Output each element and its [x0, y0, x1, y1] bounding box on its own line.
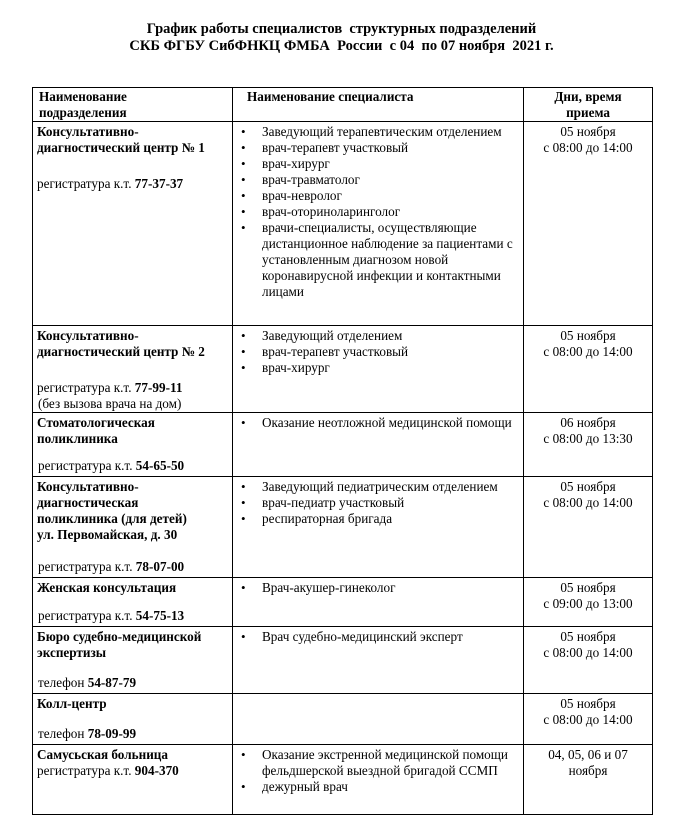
schedule-time: с 08:00 до 13:30: [543, 431, 633, 446]
department-phone: [38, 726, 136, 742]
department-phone: [37, 176, 232, 192]
specialists-cell: [233, 745, 524, 815]
schedule-cell: [524, 326, 653, 413]
table-row: [33, 745, 653, 815]
phone-label: телефон: [38, 726, 88, 741]
header-specialist-label: Наименование специалиста: [247, 89, 414, 104]
department-name-line: Консультативно-: [37, 479, 139, 494]
document-title-line-1: График работы специалистов структурных подразделений: [146, 21, 537, 37]
schedule-cell: [524, 122, 653, 326]
department-name-line: Колл-центр: [37, 696, 107, 711]
table-row: [33, 694, 653, 745]
schedule-cell: [524, 578, 653, 627]
schedule-cell: [524, 477, 653, 578]
table-row: [33, 578, 653, 627]
department-cell: [33, 745, 233, 815]
header-department-line-1: Наименование: [39, 89, 127, 104]
specialists-list: [233, 694, 523, 696]
schedule-cell: [524, 694, 653, 745]
specialists-list: [233, 122, 523, 300]
specialist-item: • врач-хирург: [233, 360, 523, 376]
table-row: [33, 413, 653, 477]
department-name-line: Консультативно-: [37, 328, 139, 343]
phone-number: 904-370: [134, 763, 179, 778]
specialists-cell: [233, 627, 524, 694]
phone-number: 78-09-99: [87, 726, 137, 741]
specialist-item: • врач-травматолог: [233, 172, 523, 188]
phone-number: 77-37-37: [134, 176, 184, 191]
department-name-line: диагностический центр № 2: [37, 344, 205, 359]
header-specialist: [233, 88, 524, 122]
header-schedule-line-1: Дни, время: [554, 89, 622, 104]
phone-number: 54-87-79: [87, 675, 137, 690]
schedule-date: 04, 05, 06 и 07: [548, 747, 628, 762]
department-name-line: ул. Первомайская, д. 30: [37, 527, 178, 542]
schedule-time: ноября: [568, 763, 608, 778]
table-row: [33, 627, 653, 694]
specialists-list: [233, 627, 523, 645]
department-phone: [38, 675, 136, 691]
document-title-line-2: СКБ ФГБУ СибФНКЦ ФМБА России с 04 по 07 ноября 2021 г.: [129, 38, 554, 54]
department-name-line: диагностический центр № 1: [37, 140, 205, 155]
department-name-line: Стоматологическая: [37, 415, 155, 430]
phone-label: регистратура к.т.: [37, 176, 135, 191]
table-row: [33, 477, 653, 578]
department-cell: [33, 122, 233, 326]
schedule-date: 06 ноября: [560, 415, 616, 430]
specialists-list: [233, 326, 523, 376]
phone-label: регистратура к.т.: [38, 559, 136, 574]
specialist-item: • Врач-акушер-гинеколог: [233, 580, 523, 596]
phone-label: регистратура к.т.: [38, 608, 136, 623]
specialist-item: • врачи-специалисты, осуществляющие дистанционное наблюдение за пациентами с установленным диагнозом новой коронавирусной инфекции и контактными лицами: [233, 220, 523, 300]
department-name-line: Женская консультация: [37, 580, 177, 595]
schedule-time: с 08:00 до 14:00: [543, 645, 633, 660]
schedule-cell: [524, 745, 653, 815]
header-department-line-2: подразделения: [39, 105, 127, 120]
specialist-item: • Оказание неотложной медицинской помощи: [233, 415, 523, 431]
schedule-time: с 08:00 до 14:00: [543, 712, 633, 727]
department-cell: [33, 413, 233, 477]
phone-number: 77-99-11: [134, 380, 183, 395]
specialists-list: [233, 578, 523, 596]
specialist-item: • дежурный врач: [233, 779, 523, 795]
specialist-item: • врач-терапевт участковый: [233, 344, 523, 360]
specialist-item: • респираторная бригада: [233, 511, 523, 527]
specialists-cell: [233, 326, 524, 413]
department-cell: [33, 694, 233, 745]
table-header-row: [33, 88, 653, 122]
specialist-item: • врач-педиатр участковый: [233, 495, 523, 511]
schedule-time: с 08:00 до 14:00: [543, 344, 633, 359]
specialists-cell: [233, 578, 524, 627]
specialists-list: [233, 413, 523, 431]
schedule-time: с 09:00 до 13:00: [543, 596, 633, 611]
department-phone: [38, 608, 184, 624]
department-cell: [33, 477, 233, 578]
specialist-item: • врач-невролог: [233, 188, 523, 204]
phone-label: телефон: [38, 675, 88, 690]
schedule-date: 05 ноября: [560, 629, 616, 644]
schedule-date: 05 ноября: [560, 328, 616, 343]
specialists-cell: [233, 694, 524, 745]
specialist-item: • Врач судебно-медицинский эксперт: [233, 629, 523, 645]
specialists-cell: [233, 413, 524, 477]
specialists-cell: [233, 122, 524, 326]
schedule-table: [32, 87, 653, 815]
schedule-cell: [524, 413, 653, 477]
specialists-list: [233, 477, 523, 527]
department-name-line: поликлиника: [37, 431, 118, 446]
department-phone: [38, 559, 184, 575]
schedule-date: 05 ноября: [560, 124, 616, 139]
department-name-line: поликлиника (для детей): [37, 511, 187, 526]
phone-label: регистратура к.т.: [37, 763, 135, 778]
schedule-cell: [524, 627, 653, 694]
phone-number: 54-65-50: [135, 458, 185, 473]
schedule-time: с 08:00 до 14:00: [543, 495, 633, 510]
phone-number: 78-07-00: [135, 559, 185, 574]
phone-label: регистратура к.т.: [38, 458, 136, 473]
department-cell: [33, 326, 233, 413]
specialist-item: • Заведующий педиатрическим отделением: [233, 479, 523, 495]
specialist-item: • врач-оториноларинголог: [233, 204, 523, 220]
specialist-item: • Заведующий отделением: [233, 328, 523, 344]
phone-number: 54-75-13: [135, 608, 185, 623]
specialists-cell: [233, 477, 524, 578]
department-name-line: Бюро судебно-медицинской: [37, 629, 202, 644]
department-name-line: Самусьская больница: [37, 747, 168, 762]
department-phone: [38, 458, 184, 474]
schedule-date: 05 ноября: [560, 696, 616, 711]
header-schedule: [524, 88, 653, 122]
department-cell: [33, 578, 233, 627]
header-department: [33, 88, 233, 122]
specialist-item: • врач-терапевт участковый: [233, 140, 523, 156]
header-schedule-line-2: приема: [566, 105, 610, 120]
department-name-line: диагностическая: [37, 495, 139, 510]
schedule-date: 05 ноября: [560, 580, 616, 595]
department-name-line: экспертизы: [37, 645, 107, 660]
department-name-line: Консультативно-: [37, 124, 139, 139]
table-row: [33, 122, 653, 326]
phone-label: регистратура к.т.: [37, 380, 135, 395]
department-phone: [37, 380, 232, 396]
specialists-list: [233, 745, 523, 795]
specialist-item: • Заведующий терапевтическим отделением: [233, 124, 523, 140]
schedule-time: с 08:00 до 14:00: [543, 140, 633, 155]
department-phone: [37, 763, 232, 779]
specialist-item: • Оказание экстренной медицинской помощи фельдшерской выездной бригадой ССМП: [233, 747, 523, 779]
department-cell: [33, 627, 233, 694]
schedule-date: 05 ноября: [560, 479, 616, 494]
specialist-item: • врач-хирург: [233, 156, 523, 172]
table-row: [33, 326, 653, 413]
phone-note: (без вызова врача на дом): [38, 396, 182, 411]
